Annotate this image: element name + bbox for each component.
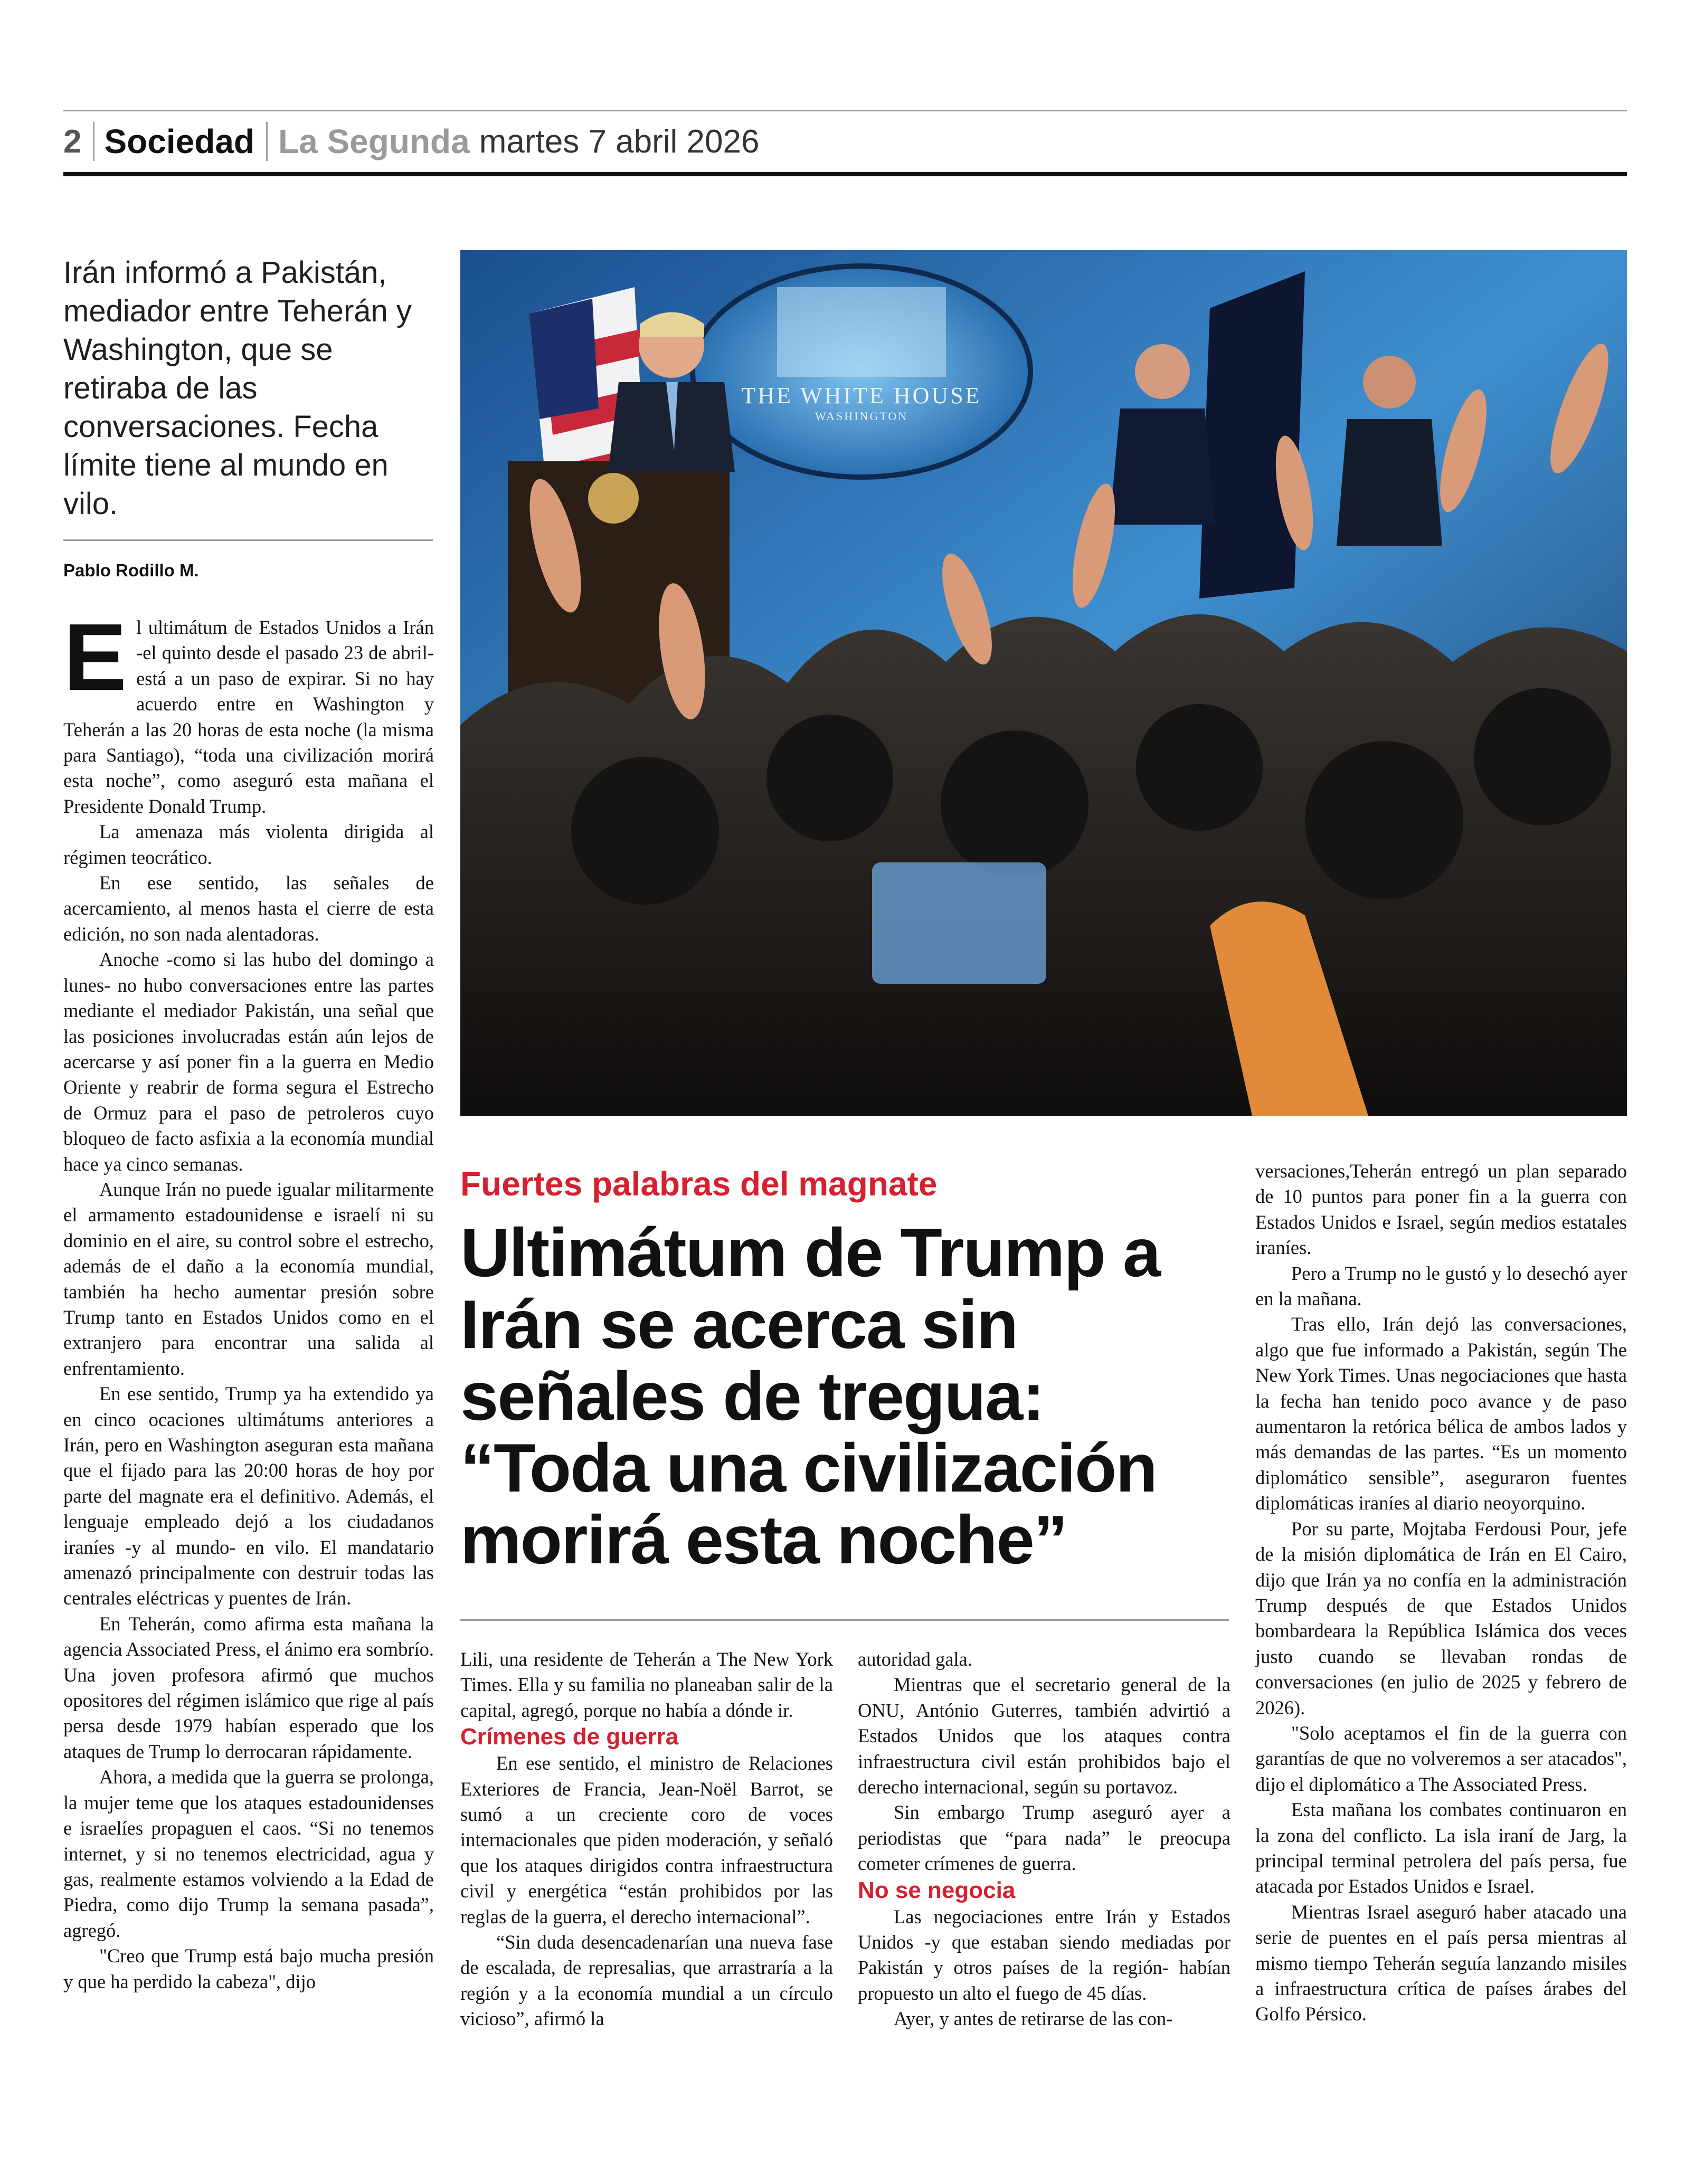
subheading: Crímenes de guerra <box>460 1724 679 1750</box>
paragraph: La amenaza más violenta dirigida al régimen teocrático. <box>63 821 434 868</box>
paragraph: "Solo aceptamos el fin de la guerra con garantías de que no volveremos a ser atacados", dijo el diplomático a The Associated Press. <box>1255 1722 1627 1795</box>
paragraph: Lili, una residente de Teherán a The New York Times. Ella y su familia no planeaban salir de la capital, agregó, porque no había a dónde ir. <box>460 1648 833 1721</box>
paragraph: Ahora, a medida que la guerra se prolonga, la mujer teme que los ataques estadounidenses e israelíes propaguen el caos. “Si no tenemos internet, y si no tenemos electricidad, agua y gas, realmente estamos volviendo a la Edad de Piedra, como dijo Trump la semana pasada”, agregó. <box>63 1766 434 1941</box>
issue-date: martes 7 abril 2026 <box>479 123 760 160</box>
article-column-3 <box>858 1647 1230 2032</box>
paragraph: Tras ello, Irán dejó las conversaciones, algo que fue informado a Pakistán, según The New York Times. Unas negociaciones que hasta la fecha han tenido poco avance y de paso aumentaron la retórica bélica de ambos lados y más demandas de las partes. “Es un momento diplomático sensible”, aseguraron fuentes diplomáticas iraníes al diario neoyorquino. <box>1255 1313 1627 1514</box>
paragraph: Esta mañana los combates continuaron en la zona del conflicto. La isla iraní de Jarg, la principal terminal petrolera del país persa, fue atacada por Estados Unidos e Israel. <box>1255 1799 1627 1897</box>
drop-cap: E <box>63 604 127 710</box>
article-column-1 <box>63 604 434 1995</box>
page-number: 2 <box>63 123 82 160</box>
article-lead: Irán informó a Pakistán, mediador entre Teherán y Washington, que se retiraba de las conversaciones. Fecha límite tiene al mundo en vilo. <box>63 255 412 521</box>
paragraph: Mientras que el secretario general de la ONU, António Guterres, también advirtió a Estados Unidos que los ataques contra infraestructura civil están prohibidos bajo el derecho internacional, según su portavoz. <box>858 1674 1230 1798</box>
paragraph: “Sin duda desencadenarían una nueva fase de escalada, de represalias, que arrastraría a la región y a la economía mundial a un círculo vicioso”, afirmó la <box>460 1931 833 2030</box>
backdrop-text: THE WHITE HOUSE <box>741 383 982 409</box>
paragraph: Pero a Trump no le gustó y lo desechó ayer en la mañana. <box>1255 1262 1627 1310</box>
page-header <box>63 111 759 172</box>
paragraph: Aunque Irán no puede igualar militarmente el armamento estadounidense e israelí ni su dominio en el aire, su control sobre el estrecho, además de el daño a la economía mundial, también ha hecho aumentar presión sobre Trump tanto en Estados Unidos como en el extranjero para encontrar una salida al enfrentamiento. <box>63 1178 434 1379</box>
backdrop-subtext: WASHINGTON <box>815 410 908 423</box>
paragraph: Las negociaciones entre Irán y Estados Unidos -y que estaban siendo mediadas por Pakistán y otros países de la región- habían propuesto un alto el fuego de 45 días. <box>858 1905 1230 2004</box>
paragraph: Mientras Israel aseguró haber atacado una serie de puentes en el país persa mientras al mismo tiempo Teherán seguía lanzando misiles a infraestructura crítica de países árabes del Golfo Pérsico. <box>1255 1901 1627 2025</box>
paragraph: "Creo que Trump está bajo mucha presión y que ha perdido la cabeza", dijo <box>63 1945 434 1992</box>
paragraph: autoridad gala. <box>858 1648 972 1670</box>
paragraph: Anoche -como si las hubo del domingo a lunes- no hubo conversaciones entre las partes mediante el mediador Pakistán, una señal que las posiciones involucradas están aún lejos de acercarse y así poner fin a la guerra en Medio Oriente y reabrir de forma segura el Estrecho de Ormuz para el paso de petroleros cuyo bloqueo de facto asfixia a la economía mundial hace ya cinco semanas. <box>63 948 434 1175</box>
paragraph: Ayer, y antes de retirarse de las con- <box>894 2008 1173 2030</box>
paragraph: En ese sentido, Trump ya ha extendido ya en cinco ocaciones ultimátums anteriores a Irán, pero en Washington aseguran esta mañana que el fijado para las 20:00 horas de hoy por parte del magnate era el definitivo. Además, el lenguaje empleado dejó a los ciudadanos iraníes -y al mundo- en vilo. El mandatario amenazó principalmente con destruir todas las centrales eléctricas y puentes de Irán. <box>63 1383 434 1609</box>
article-headline: Ultimátum de Trump a Irán se acerca sin señales de tregua: “Toda una civilización morirá esta noche” <box>460 1214 1160 1578</box>
paragraph: En ese sentido, las señales de acercamiento, al menos hasta el cierre de esta edición, no son nada alentadoras. <box>63 872 434 945</box>
header-bottom-rule <box>63 172 1627 176</box>
article-kicker: Fuertes palabras del magnate <box>460 1165 938 1203</box>
paragraph: En ese sentido, el ministro de Relaciones Exteriores de Francia, Jean-Noël Barrot, se sumó a un creciente coro de voces internacionales que piden moderación, y señaló que los ataques dirigidos contra infraestructura civil y energética “están prohibidos por las reglas de la guerra, el derecho internacional”. <box>460 1752 833 1927</box>
paragraph: Sin embargo Trump aseguró ayer a periodistas que “para nada” le preocupa cometer crímenes de guerra. <box>858 1801 1230 1875</box>
article-column-4 <box>1255 1159 1627 2027</box>
press-briefing-photo <box>460 250 1627 1116</box>
headline-rule <box>460 1619 1229 1621</box>
publication-name: La Segunda <box>278 122 470 160</box>
presidential-seal-icon <box>588 473 639 524</box>
paragraph: l ultimátum de Estados Unidos a Irán -el quinto desde el pasado 23 de abril- está a un paso de expirar. Si no hay acuerdo entre en Washington y Teherán a las 20 horas de esta noche (la misma para Santiago), “toda una civilización morirá esta noche”, como aseguró esta mañana el Presidente Donald Trump. <box>63 616 434 817</box>
paragraph: versaciones,Teherán entregó un plan separado de 10 puntos para poner fin a la guerra con Estados Unidos e Israel, según medios estatales iraníes. <box>1255 1160 1627 1259</box>
byline: Pablo Rodillo M. <box>63 561 199 580</box>
subheading: No se negocia <box>858 1877 1016 1903</box>
lead-rule <box>63 539 433 541</box>
press-briefing-illustration <box>460 250 1627 1116</box>
article-column-2 <box>460 1647 833 2032</box>
paragraph: En Teherán, como afirma esta mañana la agencia Associated Press, el ánimo era sombrío. Una joven profesora afirmó que muchos opositores del régimen islámico que rige al país persa desde 1979 habían esperado que los ataques de Trump lo derrocaran rápidamente. <box>63 1612 434 1762</box>
section-name: Sociedad <box>104 122 255 160</box>
paragraph: Por su parte, Mojtaba Ferdousi Pour, jefe de la misión diplomática de Irán en El Cairo, dijo que Irán ya no confía en la administración Trump después de que Estados Unidos bombardeara la República Islámica dos veces justo cuando se llevaban rondas de conversaciones (en julio de 2025 y febrero de 2026). <box>1255 1517 1627 1718</box>
